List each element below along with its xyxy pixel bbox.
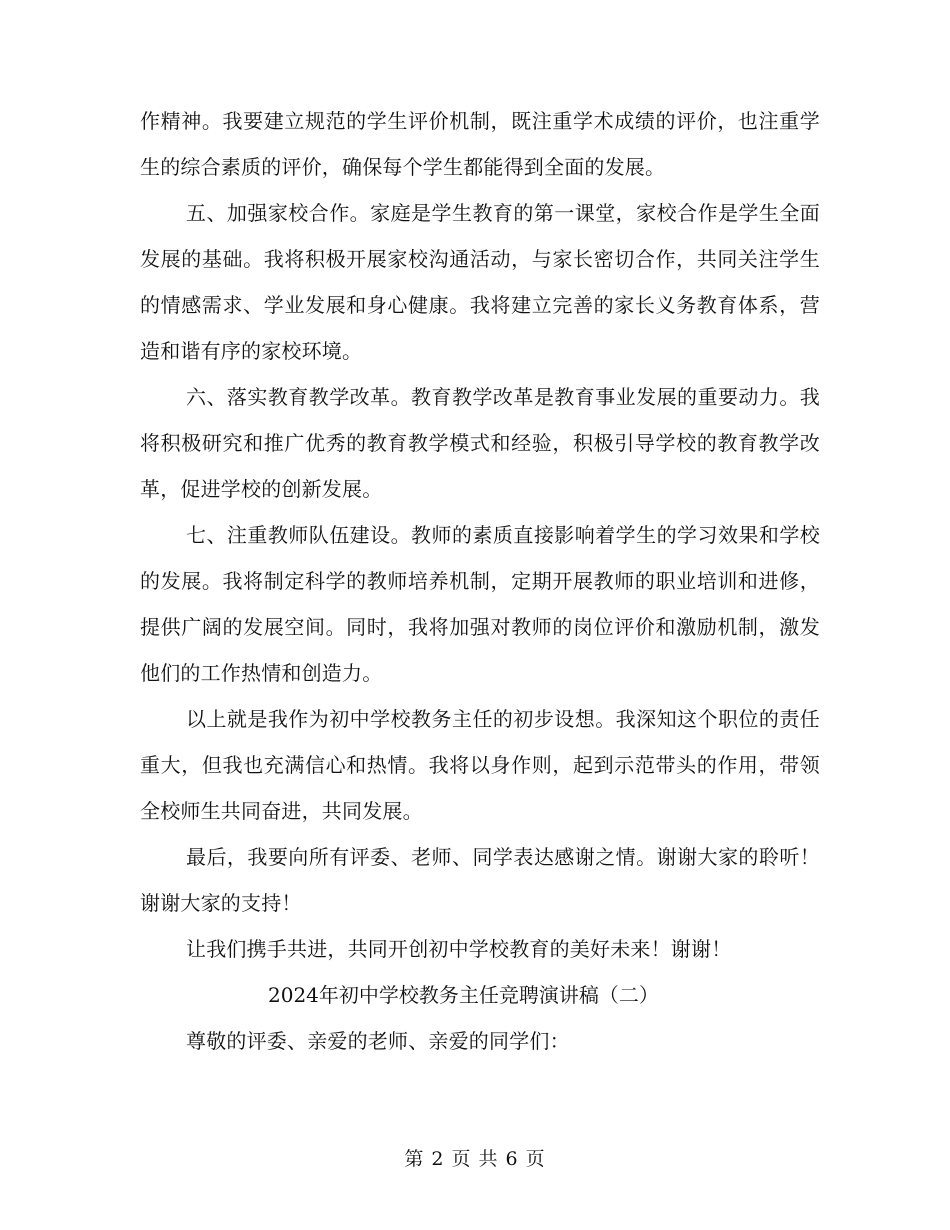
paragraph-summary: 以上就是我作为初中学校教务主任的初步设想。我深知这个职位的责任重大，但我也充满信心和热情。我将以身作则，起到示范带头的作用，带领全校师生共同奋进，共同发展。 — [140, 707, 820, 823]
section-title: 2024年初中学校教务主任竞聘演讲稿（二） — [268, 983, 659, 1007]
document-body — [140, 98, 820, 1064]
paragraph-closing: 让我们携手共进，共同开创初中学校教育的美好未来！谢谢！ — [186, 937, 732, 961]
paragraph-teaching-reform: 六、落实教育教学改革。教育教学改革是教育事业发展的重要动力。我将积极研究和推广优秀的教育教学模式和经验，积极引导学校的教育教学改革，促进学校的创新发展。 — [140, 385, 820, 501]
paragraph-teacher-team: 七、注重教师队伍建设。教师的素质直接影响着学生的学习效果和学校的发展。我将制定科学的教师培养机制，定期开展教师的职业培训和进修，提供广阔的发展空间。同时，我将加强对教师的岗位评价和激励机制，激发他们的工作热情和创造力。 — [140, 523, 820, 685]
paragraph-thanks: 最后，我要向所有评委、老师、同学表达感谢之情。谢谢大家的聆听！谢谢大家的支持！ — [140, 845, 820, 915]
paragraph-home-school-cooperation: 五、加强家校合作。家庭是学生教育的第一课堂，家校合作是学生全面发展的基础。我将积极开展家校沟通活动，与家长密切合作，共同关注学生的情感需求、学业发展和身心健康。我将建立完善的家长义务教育体系，营造和谐有序的家校环境。 — [140, 201, 820, 363]
salutation: 尊敬的评委、亲爱的老师、亲爱的同学们： — [186, 1029, 570, 1053]
paragraph-continuation: 作精神。我要建立规范的学生评价机制，既注重学术成绩的评价，也注重学生的综合素质的评价，确保每个学生都能得到全面的发展。 — [140, 109, 820, 179]
page-footer: 第 2 页 共 6 页 — [404, 1148, 546, 1170]
